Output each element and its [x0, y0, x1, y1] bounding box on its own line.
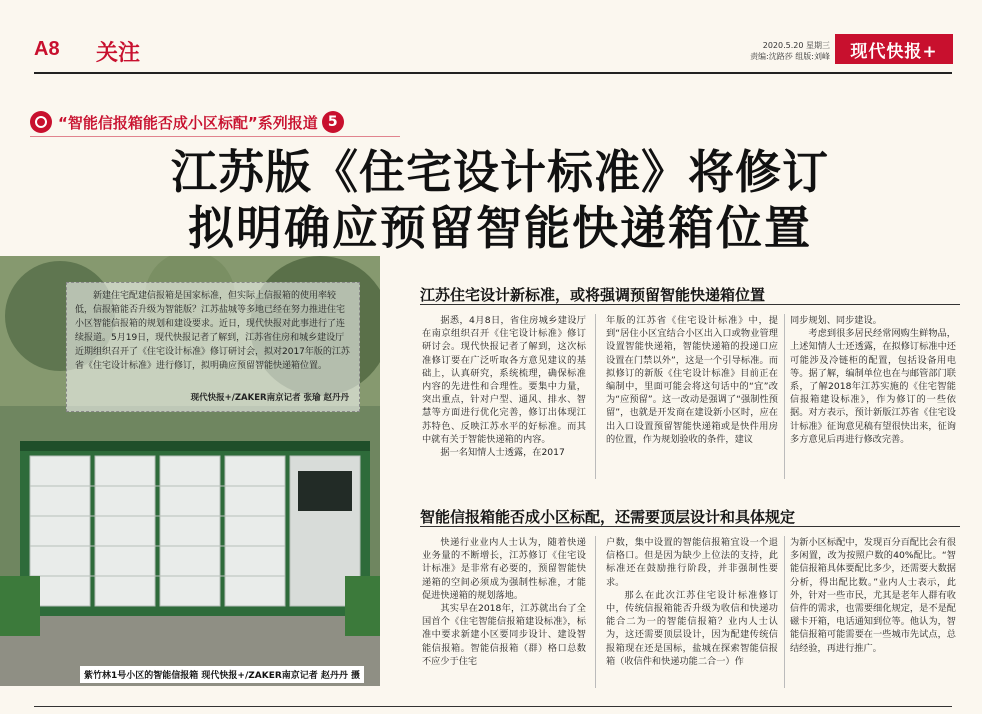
- section-1-rule: [420, 304, 960, 305]
- section-2-heading: 智能信报箱能否成小区标配，还需要顶层设计和具体规定: [420, 508, 796, 526]
- column-divider: [784, 314, 785, 479]
- headline: [120, 144, 880, 256]
- section-2-column-3: [790, 536, 956, 688]
- lead-byline: 现代快报+/ZAKER南京记者 张瑜 赵丹丹: [190, 393, 349, 403]
- section-1-col-3-para-2: 考虑到很多居民经常网购生鲜物品，上述知情人士还透露，在拟修订标准中还可能涉及冷链柜的配置，包括设备用电等。据了解，编制单位也在与邮管部门联系，了解2018年江苏实施的《住宅智能信报箱建设标准》，作为修订的一些依据。对方表示，预计新版江苏省《住宅设计标准》征询意见稿有望很快出来，征询多方意见后再进行修改完善。: [790, 328, 956, 445]
- page-number: A8: [34, 38, 60, 60]
- series-rule: [30, 136, 400, 137]
- section-1-col-3-para-1: 同步规划、同步建设。: [790, 315, 882, 326]
- lead-text: 新建住宅配建信报箱是国家标准，但实际上信报箱的使用率较低，信报箱能否升级为智能版？江苏盐城等多地已经在努力推进住宅小区智能信报箱的规划和建设要求。近日，现代快报对此事进行了连续报道。5月19日，现代快报记者了解到，江苏省住房和城乡建设厅近期组织召开了《住宅设计标准》修订研讨会，拟对2017年版的江苏省《住宅设计标准》进行修订，拟明确应预留智能快递箱位置。: [75, 291, 350, 371]
- section-2-col-1-para-1: 快递行业业内人士认为，随着快递业务量的不断增长，江苏修订《住宅设计标准》是非常有必要的，预留智能快递箱的空间必须成为强制性标准，才能促进快递箱的规划落地。: [422, 537, 586, 601]
- series-banner: [30, 108, 344, 136]
- column-divider: [595, 536, 596, 688]
- section-2-column-2: [606, 536, 778, 688]
- section-1-col-1-para-2: 据一名知情人士透露，在2017: [440, 447, 565, 459]
- series-label: “智能信报箱能否成小区标配”系列报道: [58, 113, 318, 132]
- series-number-badge: 5: [322, 111, 344, 133]
- section-2-rule: [420, 526, 960, 527]
- editors-line: 责编:沈路莎 组版:刘峰: [750, 52, 830, 61]
- search-icon: [30, 111, 52, 133]
- section-1-column-1: [422, 314, 586, 479]
- section-2-col-3-para-1: 为新小区标配中，发现百分百配比会有很多闲置，改为按照户数的40%配比。“智能信报箱具体要配比多少，还需要大数据分析，得出配比数。”业内人士表示，此外，针对一些市民，尤其是老年人群有收信件的需求，也需要细化规定，是不是配磁卡开箱，电话通知到位等。他认为，智能信报箱可能需要在一些城市先试点，总结经验，再进行推广。: [790, 537, 956, 654]
- date-line: 2020.5.20 星期三: [762, 41, 830, 50]
- section-name: 关注: [96, 41, 141, 66]
- section-1-column-3: [790, 314, 956, 479]
- headline-line-2: 拟明确应预留智能快递箱位置: [188, 201, 812, 255]
- section-2-col-2-para-2: 那么在此次江苏住宅设计标准修订中，传统信报箱能否升级为收信和快递功能合二为一的智能信报箱？业内人士认为，这还需要顶层设计，因为配建传统信报箱现在还是国标，盐城在探索智能信报箱（收信件和快递功能二合一）作: [606, 589, 778, 667]
- column-divider: [595, 314, 596, 479]
- header-rule: [34, 72, 952, 74]
- section-1-col-1-para-1: 据悉，4月8日，省住房城乡建设厅在南京组织召开《住宅设计标准》修订研讨会。现代快报记者了解到，这次标准修订要在广泛听取各方意见建议的基础上，认真研究，系统梳理，确保标准内容的先进性和合理性。要集中力量，突出重点，针对户型、通风、排水、智慧等方面进行优化完善，修订出体现江苏特色、反映江苏水平的好标准。而其中就有关于智能快递箱的内容。: [422, 315, 586, 445]
- section-2-column-1: [422, 536, 586, 688]
- issue-meta: [745, 40, 830, 62]
- photo-caption: 紫竹林1号小区的智能信报箱 现代快报+/ZAKER南京记者 赵丹丹 摄: [80, 666, 364, 683]
- column-divider: [784, 536, 785, 688]
- lead-box: [66, 282, 360, 412]
- section-1-col-2-para-1: 年版的江苏省《住宅设计标准》中，提到“居住小区宜结合小区出入口或物业管理设置智能快递箱，智能快递箱的投递口应设置在门禁以外”，这是一个引导标准。而拟修订的新版《住宅设计标准》目前正在编制中，里面可能会将这句话中的“宜”改为“应预留”。这一改动是强调了“强制性预留”，也就是开发商在建设新小区时，应在出入口设置预留智能快递箱或是快件用房的位置，作为规划验收的条件，建议: [606, 315, 778, 445]
- section-1-heading: 江苏住宅设计新标准，或将强调预留智能快递箱位置: [420, 286, 766, 304]
- section-2-col-1-para-2: 其实早在2018年，江苏就出台了全国首个《住宅智能信报箱建设标准》，标准中要求新建小区要同步设计、建设智能信报箱。智能信报箱（群）格口总数不应少于住宅: [422, 603, 586, 667]
- footer-rule: [34, 706, 952, 707]
- section-1-column-2: [606, 314, 778, 479]
- headline-line-1: 江苏版《住宅设计标准》将修订: [171, 145, 829, 199]
- section-2-col-2-para-1: 户数，集中设置的智能信报箱宜设一个退信格口。但是因为缺少上位法的支持，此标准还在鼓励推行阶段，并非强制性要求。: [606, 537, 778, 588]
- masthead-logo: 现代快报+: [835, 34, 953, 64]
